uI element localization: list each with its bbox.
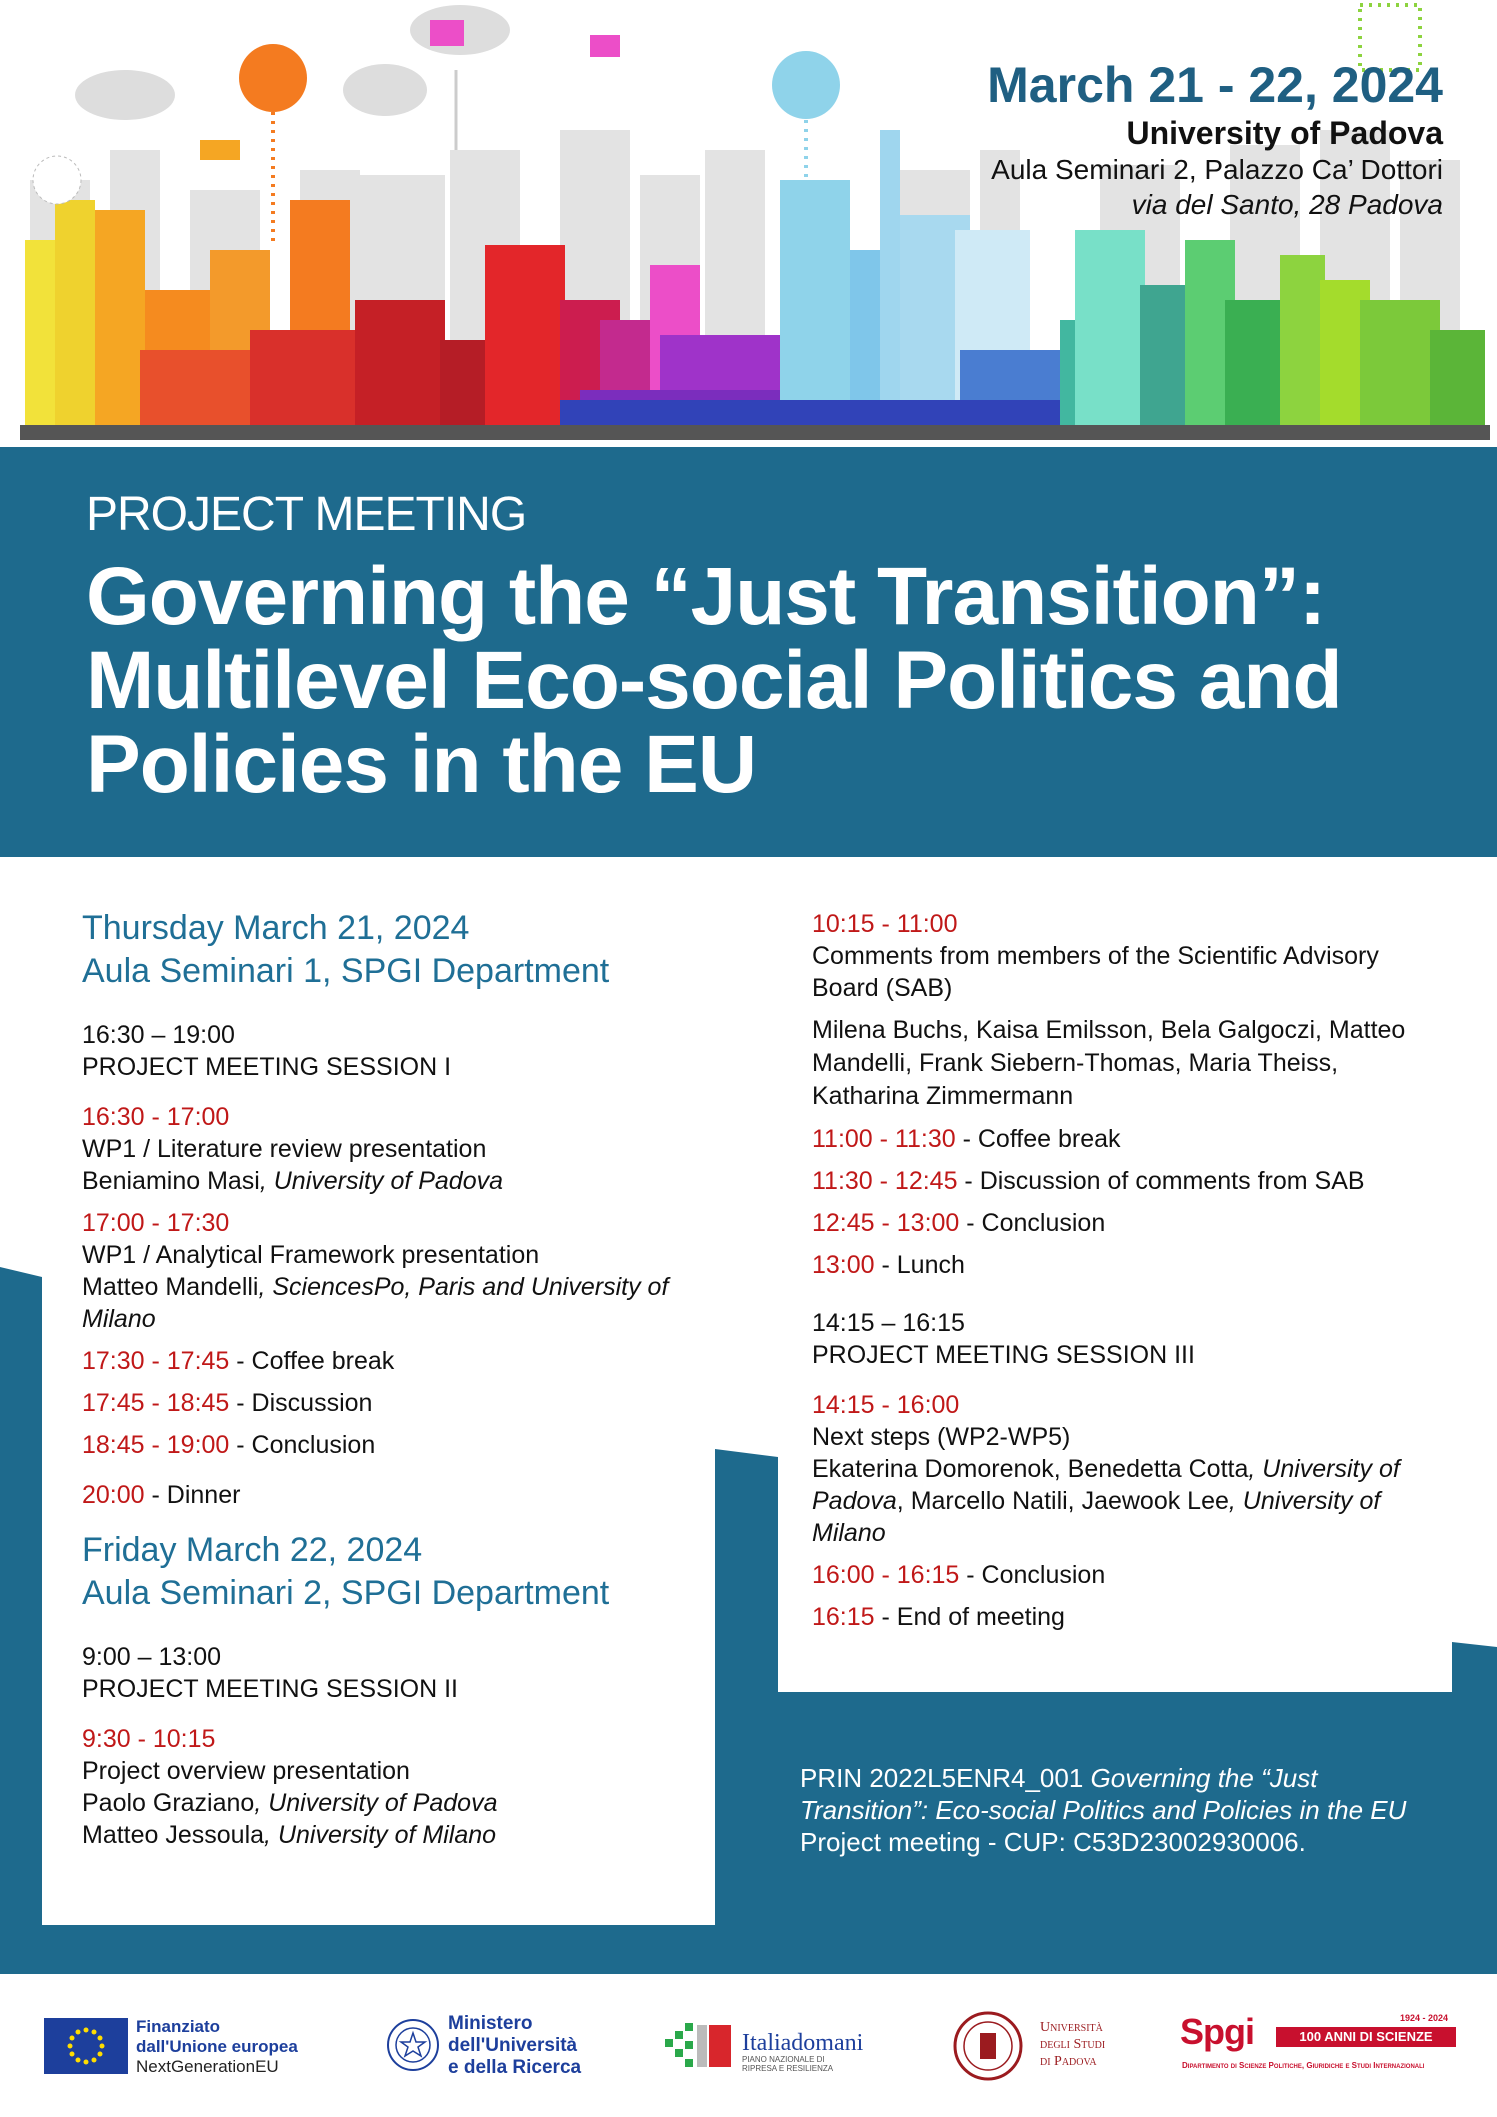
- day2-item7-speakers: [812, 1453, 1442, 1549]
- title-kicker: PROJECT MEETING: [86, 488, 527, 541]
- day2-session3-name: PROJECT MEETING SESSION III: [812, 1341, 1195, 1369]
- day2-item6: [812, 1249, 1442, 1281]
- day1-item5-time: 18:45 - 19:00: [82, 1431, 230, 1459]
- day2-item4-label: - Discussion of comments from SAB: [957, 1167, 1365, 1195]
- eu-flag-icon: [44, 2018, 128, 2074]
- eu-text-1: Finanziato: [136, 2017, 221, 2036]
- mur-emblem-icon: [385, 2015, 441, 2075]
- day2-item4: [812, 1165, 1442, 1197]
- mur-text-2: dell'Università: [448, 2035, 578, 2056]
- day2-item1-speaker-b: Matteo Jessoula: [82, 1821, 265, 1849]
- day2-item7-speakers-2: , Marcello Natili, Jaewook Lee: [896, 1487, 1229, 1515]
- spgi-banner: 100 ANNI DI SCIENZE POLITICHE: [1276, 2027, 1456, 2047]
- day1-item2-time: 17:00 - 17:30: [82, 1209, 230, 1237]
- eu-logo-text: [136, 2017, 298, 2077]
- day1-item5: [82, 1429, 712, 1461]
- day2-item5: [812, 1207, 1442, 1239]
- day2-item7-speakers-1: Ekaterina Domorenok, Benedetta Cotta: [812, 1455, 1249, 1483]
- unipd-text-2: degli Studi: [1040, 2037, 1106, 2052]
- day2-item3-label: - Coffee break: [955, 1125, 1121, 1153]
- funding-note-title: Governing the “Just Transition”: Eco-social Politics and Policies in the EU: [800, 1763, 1407, 1825]
- day2-item1-time: 9:30 - 10:15: [82, 1725, 216, 1753]
- day2-item3-time: 11:00 - 11:30: [812, 1125, 956, 1153]
- program-column-right: [812, 908, 1442, 1633]
- event-room: Aula Seminari 2, Palazzo Ca’ Dottori: [991, 154, 1443, 185]
- italiadomani-logo-text: [742, 2031, 863, 2073]
- day2-item8: [812, 1559, 1442, 1591]
- unipd-logo-text: [1040, 2019, 1105, 2070]
- day2-item9: [812, 1601, 1442, 1633]
- day1-item4-time: 17:45 - 18:45: [82, 1389, 230, 1417]
- day1-session-time: 16:30 – 19:00: [82, 1021, 235, 1049]
- day1-item5-label: - Conclusion: [229, 1431, 376, 1459]
- day2-session-time: 9:00 – 13:00: [82, 1643, 222, 1671]
- day1-item3-time: 17:30 - 17:45: [82, 1347, 230, 1375]
- day2-item2-time: 10:15 - 11:00: [812, 910, 958, 938]
- mur-text-1: Ministero: [448, 2013, 533, 2034]
- spgi-logo-wordmark: Spgi: [1180, 2011, 1254, 2052]
- spgi-years: 1924 - 2024: [1400, 2013, 1449, 2023]
- day2-item7-affiliation-2: , University of Milano: [812, 1487, 1381, 1547]
- day1-item3: [82, 1345, 712, 1377]
- day2-item7-time: 14:15 - 16:00: [812, 1391, 960, 1419]
- event-date: March 21 - 22, 2024: [987, 57, 1443, 113]
- event-venue: University of Padova: [1126, 115, 1443, 151]
- day2-item1-affiliation-a: , University of Padova: [254, 1789, 498, 1817]
- day2-item1-speaker-a-line: [82, 1787, 712, 1819]
- italiadomani-subtitle: PIANO NAZIONALE DI RIPRESA E RESILIENZA: [742, 2055, 834, 2073]
- italiadomani-name: Italiadomani: [742, 2030, 864, 2056]
- funding-note-code: PRIN 2022L5ENR4_001: [800, 1763, 1091, 1793]
- day1-item6-time: 20:00: [82, 1481, 145, 1509]
- day1-item4-label: - Discussion: [229, 1389, 373, 1417]
- day2-date: Friday March 22, 2024: [82, 1531, 423, 1569]
- mur-text-3: e della Ricerca: [448, 2057, 582, 2078]
- day1-place: Aula Seminari 1, SPGI Department: [82, 952, 610, 990]
- day2-item4-time: 11:30 - 12:45: [812, 1167, 958, 1195]
- day1-item1-affiliation: , University of Padova: [259, 1167, 504, 1195]
- day1-item3-label: - Coffee break: [229, 1347, 395, 1375]
- day1-item2-title: WP1 / Analytical Framework presentation: [82, 1241, 540, 1269]
- day2-item5-label: - Conclusion: [959, 1209, 1106, 1237]
- day2-place: Aula Seminari 2, SPGI Department: [82, 1574, 610, 1612]
- day2-item8-time: 16:00 - 16:15: [812, 1561, 960, 1589]
- eu-text-2: dall'Unione europea: [136, 2037, 298, 2056]
- day1-item2-speaker: Matteo Mandelli: [82, 1273, 259, 1301]
- day2-item1-speaker-b-line: [82, 1819, 712, 1851]
- day1-item1-speaker-line: [82, 1165, 712, 1197]
- day2-item2-people: Milena Buchs, Kaisa Emilsson, Bela Galgoczi, Matteo Mandelli, Frank Siebern-Thomas, Maria Theiss, Katharina Zimmermann: [812, 1016, 1406, 1110]
- spgi-department: Dipartimento di Scienze Politiche, Giuridiche e Studi Internazionali: [1182, 2061, 1425, 2070]
- footer-logos: [0, 1975, 1497, 2117]
- day2-item9-label: - End of meeting: [874, 1603, 1065, 1631]
- day2-session-name: PROJECT MEETING SESSION II: [82, 1675, 458, 1703]
- event-address: via del Santo, 28 Padova: [1131, 189, 1443, 220]
- day1-item1-title: WP1 / Literature review presentation: [82, 1135, 487, 1163]
- program-column-left: [82, 907, 712, 1851]
- day2-item1-title: Project overview presentation: [82, 1757, 410, 1785]
- day1-date: Thursday March 21, 2024: [82, 909, 470, 947]
- day1-item6: [82, 1479, 712, 1511]
- day1-session-name: PROJECT MEETING SESSION I: [82, 1053, 452, 1081]
- funding-note-cup: Project meeting - CUP: C53D23002930006.: [800, 1827, 1306, 1857]
- day1-item1-speaker: Beniamino Masi: [82, 1167, 260, 1195]
- day2-item7-title: Next steps (WP2-WP5): [812, 1423, 1071, 1451]
- day1-item6-label: - Dinner: [144, 1481, 241, 1509]
- mur-logo-text: [448, 2013, 581, 2079]
- page-title: Governing the “Just Transition”: Multilevel Eco-social Politics and Policies in the EU: [86, 551, 1342, 810]
- eu-text-3: NextGenerationEU: [136, 2057, 279, 2076]
- day2-session3-time: 14:15 – 16:15: [812, 1309, 965, 1337]
- day1-item1-time: 16:30 - 17:00: [82, 1103, 230, 1131]
- day2-item1-affiliation-b: , University of Milano: [264, 1821, 497, 1849]
- day2-item6-time: 13:00: [812, 1251, 875, 1279]
- day1-item4: [82, 1387, 712, 1419]
- day2-item5-time: 12:45 - 13:00: [812, 1209, 960, 1237]
- title-band: [0, 447, 1497, 857]
- day2-item3: [812, 1123, 1442, 1155]
- funding-note: [800, 1762, 1440, 1858]
- event-info: [987, 56, 1443, 222]
- day2-item6-label: - Lunch: [874, 1251, 965, 1279]
- italiadomani-flag-icon: [665, 2021, 735, 2071]
- eu-stars-icon: [44, 2018, 128, 2074]
- unipd-seal-icon: [953, 2011, 1023, 2081]
- day2-item9-time: 16:15: [812, 1603, 875, 1631]
- day2-item1-speaker-a: Paolo Graziano: [82, 1789, 255, 1817]
- unipd-text-3: di Padova: [1040, 2054, 1097, 2069]
- day2-item7-affiliation-1: , University of Padova: [812, 1455, 1400, 1515]
- day1-item2-speaker-line: [82, 1271, 712, 1335]
- day2-item2-title: Comments from members of the Scientific Advisory Board (SAB): [812, 942, 1379, 1002]
- day2-item8-label: - Conclusion: [959, 1561, 1106, 1589]
- unipd-text-1: Università: [1040, 2020, 1103, 2035]
- day1-item2-affiliation: , SciencesPo, Paris and University of Milano: [82, 1273, 669, 1333]
